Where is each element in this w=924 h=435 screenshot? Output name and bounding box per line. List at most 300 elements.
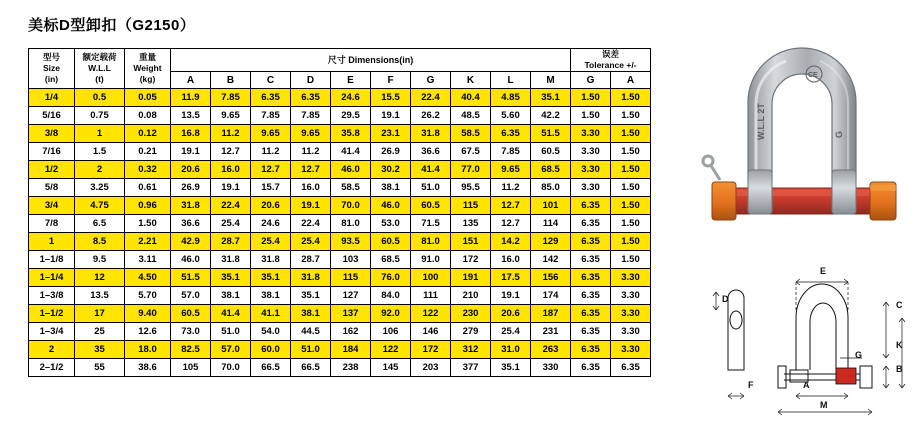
table-cell-r14-c10: 312 [451,341,491,359]
stamp-ce-mark: CE [808,72,818,79]
table-cell-r0-c8: 15.5 [371,89,411,107]
table-cell-r6-c1: 4.75 [75,197,125,215]
table-cell-r4-c11: 9.65 [491,161,531,179]
header-size-line1: 型号 [42,52,60,62]
table-row [29,197,651,215]
spec-table [28,48,651,377]
table-cell-r1-c6: 7.85 [291,107,331,125]
header-dim-a-0: A [171,72,211,89]
header-dim-e-4: E [331,72,371,89]
table-cell-r7-c7: 81.0 [331,215,371,233]
table-cell-r9-c10: 172 [451,251,491,269]
table-cell-r6-c8: 46.0 [371,197,411,215]
table-cell-r3-c5: 11.2 [251,143,291,161]
table-cell-r0-c3: 11.9 [171,89,211,107]
header-wll-line1: 额定载荷 [82,52,117,62]
table-cell-r2-c13: 3.30 [571,125,611,143]
table-cell-r10-c3: 51.5 [171,269,211,287]
header-weight-line2: Weight [133,63,162,73]
table-cell-r6-c2: 0.96 [125,197,171,215]
table-cell-r12-c0: 1–1/2 [29,305,75,323]
table-cell-r11-c14: 3.30 [611,287,651,305]
table-cell-r2-c9: 31.8 [411,125,451,143]
table-cell-r9-c11: 16.0 [491,251,531,269]
spec-table-body [29,89,651,377]
table-cell-r10-c12: 156 [531,269,571,287]
diagram-label-k: K [896,340,903,350]
table-cell-r5-c1: 3.25 [75,179,125,197]
shackle-pin-eye [703,156,720,180]
table-row [29,251,651,269]
table-cell-r5-c6: 16.0 [291,179,331,197]
table-cell-r4-c5: 12.7 [251,161,291,179]
table-cell-r3-c14: 1.50 [611,143,651,161]
table-cell-r8-c5: 25.4 [251,233,291,251]
table-cell-r7-c2: 1.50 [125,215,171,233]
shackle-nut-right [870,182,896,220]
table-cell-r10-c8: 76.0 [371,269,411,287]
table-cell-r2-c6: 9.65 [291,125,331,143]
table-row [29,89,651,107]
table-cell-r7-c1: 6.5 [75,215,125,233]
table-cell-r3-c8: 26.9 [371,143,411,161]
table-cell-r1-c13: 1.50 [571,107,611,125]
table-row [29,269,651,287]
table-cell-r14-c13: 6.35 [571,341,611,359]
table-cell-r8-c10: 151 [451,233,491,251]
table-cell-r15-c8: 145 [371,359,411,377]
table-cell-r1-c7: 29.5 [331,107,371,125]
table-cell-r2-c12: 51.5 [531,125,571,143]
table-cell-r6-c14: 1.50 [611,197,651,215]
table-cell-r2-c0: 3/8 [29,125,75,143]
table-cell-r13-c0: 1–3/4 [29,323,75,341]
diagram-pin-accent [836,368,856,384]
table-cell-r12-c3: 60.5 [171,305,211,323]
spec-table-container [28,48,651,377]
table-cell-r12-c11: 20.6 [491,305,531,323]
table-cell-r12-c7: 137 [331,305,371,323]
table-cell-r9-c3: 46.0 [171,251,211,269]
table-cell-r15-c0: 2–1/2 [29,359,75,377]
table-cell-r4-c2: 0.32 [125,161,171,179]
table-cell-r5-c0: 5/8 [29,179,75,197]
table-cell-r6-c3: 31.8 [171,197,211,215]
table-cell-r13-c4: 51.0 [211,323,251,341]
table-cell-r10-c11: 17.5 [491,269,531,287]
table-cell-r3-c2: 0.21 [125,143,171,161]
table-cell-r2-c11: 6.35 [491,125,531,143]
header-dim-l-8: L [491,72,531,89]
table-cell-r9-c13: 6.35 [571,251,611,269]
table-cell-r6-c10: 115 [451,197,491,215]
table-cell-r7-c11: 12.7 [491,215,531,233]
table-cell-r9-c0: 1–1/8 [29,251,75,269]
table-cell-r4-c1: 2 [75,161,125,179]
table-cell-r11-c9: 111 [411,287,451,305]
table-cell-r0-c9: 22.4 [411,89,451,107]
table-cell-r5-c7: 58.5 [331,179,371,197]
table-cell-r15-c1: 55 [75,359,125,377]
diagram-label-e: E [820,266,827,276]
shackle-technical-drawing [700,262,915,422]
table-cell-r11-c0: 1–3/8 [29,287,75,305]
table-cell-r8-c9: 81.0 [411,233,451,251]
table-cell-r8-c13: 6.35 [571,233,611,251]
header-wll-line3: (t) [95,74,104,84]
table-cell-r0-c4: 7.85 [211,89,251,107]
table-cell-r13-c14: 3.30 [611,323,651,341]
table-cell-r15-c2: 38.6 [125,359,171,377]
page-title: 美标D型卸扣（G2150） [28,17,196,34]
table-cell-r2-c3: 16.8 [171,125,211,143]
table-cell-r4-c14: 1.50 [611,161,651,179]
table-cell-r10-c1: 12 [75,269,125,287]
table-cell-r5-c3: 26.9 [171,179,211,197]
table-cell-r12-c14: 3.30 [611,305,651,323]
table-cell-r1-c0: 5/16 [29,107,75,125]
table-cell-r8-c14: 1.50 [611,233,651,251]
table-cell-r10-c7: 115 [331,269,371,287]
table-cell-r11-c10: 210 [451,287,491,305]
table-cell-r7-c5: 24.6 [251,215,291,233]
shackle-product-photo [690,30,915,255]
table-cell-r3-c0: 7/16 [29,143,75,161]
header-dim-g-10: G [571,72,611,89]
table-cell-r11-c12: 174 [531,287,571,305]
table-cell-r0-c1: 0.5 [75,89,125,107]
table-cell-r8-c1: 8.5 [75,233,125,251]
table-cell-r3-c1: 1.5 [75,143,125,161]
table-cell-r12-c10: 230 [451,305,491,323]
table-cell-r0-c10: 40.4 [451,89,491,107]
table-cell-r5-c8: 38.1 [371,179,411,197]
table-cell-r7-c6: 22.4 [291,215,331,233]
table-cell-r7-c14: 1.50 [611,215,651,233]
table-cell-r8-c8: 60.5 [371,233,411,251]
header-dim-f-5: F [371,72,411,89]
table-cell-r14-c2: 18.0 [125,341,171,359]
table-cell-r2-c8: 23.1 [371,125,411,143]
table-cell-r12-c13: 6.35 [571,305,611,323]
table-cell-r6-c7: 70.0 [331,197,371,215]
table-cell-r7-c12: 114 [531,215,571,233]
table-cell-r3-c3: 19.1 [171,143,211,161]
table-cell-r8-c0: 1 [29,233,75,251]
table-cell-r9-c12: 142 [531,251,571,269]
table-cell-r9-c8: 68.5 [371,251,411,269]
table-cell-r10-c14: 3.30 [611,269,651,287]
table-cell-r7-c3: 36.6 [171,215,211,233]
table-cell-r2-c7: 35.8 [331,125,371,143]
table-cell-r13-c5: 54.0 [251,323,291,341]
table-cell-r12-c12: 187 [531,305,571,323]
table-cell-r14-c3: 82.5 [171,341,211,359]
header-dim-k-7: K [451,72,491,89]
table-row [29,143,651,161]
table-cell-r12-c8: 92.0 [371,305,411,323]
table-cell-r5-c10: 95.5 [451,179,491,197]
table-cell-r14-c14: 3.30 [611,341,651,359]
table-cell-r5-c5: 15.7 [251,179,291,197]
table-cell-r3-c11: 7.85 [491,143,531,161]
table-cell-r13-c13: 6.35 [571,323,611,341]
table-cell-r4-c10: 77.0 [451,161,491,179]
table-cell-r5-c12: 85.0 [531,179,571,197]
header-dim-g-6: G [411,72,451,89]
table-cell-r9-c14: 1.50 [611,251,651,269]
table-cell-r3-c13: 3.30 [571,143,611,161]
table-cell-r9-c7: 103 [331,251,371,269]
table-row [29,305,651,323]
header-dim-a-11: A [611,72,651,89]
table-cell-r0-c0: 1/4 [29,89,75,107]
table-cell-r13-c8: 106 [371,323,411,341]
table-cell-r14-c1: 35 [75,341,125,359]
diagram-label-d: D [722,294,729,304]
table-cell-r7-c10: 135 [451,215,491,233]
table-cell-r7-c4: 25.4 [211,215,251,233]
table-cell-r12-c4: 41.4 [211,305,251,323]
diagram-label-c: C [896,300,903,310]
table-cell-r1-c5: 7.85 [251,107,291,125]
table-row [29,341,651,359]
table-cell-r6-c9: 60.5 [411,197,451,215]
table-cell-r7-c0: 7/8 [29,215,75,233]
header-dim-m-9: M [531,72,571,89]
table-cell-r7-c13: 6.35 [571,215,611,233]
table-cell-r3-c4: 12.7 [211,143,251,161]
table-cell-r10-c6: 31.8 [291,269,331,287]
table-cell-r11-c3: 57.0 [171,287,211,305]
table-cell-r11-c1: 13.5 [75,287,125,305]
table-cell-r13-c2: 12.6 [125,323,171,341]
table-cell-r12-c9: 122 [411,305,451,323]
table-cell-r15-c3: 105 [171,359,211,377]
table-cell-r11-c7: 127 [331,287,371,305]
table-cell-r13-c6: 44.5 [291,323,331,341]
table-cell-r14-c7: 184 [331,341,371,359]
table-cell-r0-c6: 6.35 [291,89,331,107]
table-cell-r10-c13: 6.35 [571,269,611,287]
table-cell-r7-c8: 53.0 [371,215,411,233]
table-cell-r13-c7: 162 [331,323,371,341]
table-cell-r3-c12: 60.5 [531,143,571,161]
diagram-label-a: A [803,380,810,390]
table-cell-r1-c11: 5.60 [491,107,531,125]
header-tolerance-line2: Tolerance +/- [584,60,637,70]
table-cell-r8-c4: 28.7 [211,233,251,251]
table-cell-r10-c0: 1–1/4 [29,269,75,287]
table-row [29,161,651,179]
table-cell-r10-c10: 191 [451,269,491,287]
diagram-dimension-lines [713,279,905,415]
table-cell-r11-c5: 38.1 [251,287,291,305]
table-cell-r3-c9: 36.6 [411,143,451,161]
table-cell-r13-c1: 25 [75,323,125,341]
table-row [29,323,651,341]
table-cell-r6-c5: 20.6 [251,197,291,215]
table-row [29,125,651,143]
header-dim-b-1: B [211,72,251,89]
table-cell-r13-c12: 231 [531,323,571,341]
table-row [29,233,651,251]
table-cell-r4-c0: 1/2 [29,161,75,179]
table-cell-r1-c10: 48.5 [451,107,491,125]
diagram-dimension-labels [722,266,903,410]
table-cell-r4-c4: 16.0 [211,161,251,179]
header-size-line3: (in) [44,74,59,84]
table-cell-r14-c11: 31.0 [491,341,531,359]
header-weight [125,49,171,89]
table-cell-r12-c6: 38.1 [291,305,331,323]
table-cell-r4-c7: 46.0 [331,161,371,179]
header-wll [75,49,125,89]
table-cell-r0-c11: 4.85 [491,89,531,107]
table-cell-r6-c6: 19.1 [291,197,331,215]
table-cell-r5-c11: 11.2 [491,179,531,197]
table-row [29,107,651,125]
table-cell-r15-c10: 377 [451,359,491,377]
table-row [29,215,651,233]
table-cell-r12-c1: 17 [75,305,125,323]
table-cell-r6-c13: 6.35 [571,197,611,215]
table-cell-r4-c8: 30.2 [371,161,411,179]
table-cell-r14-c4: 57.0 [211,341,251,359]
table-cell-r15-c13: 6.35 [571,359,611,377]
table-cell-r11-c13: 6.35 [571,287,611,305]
table-cell-r4-c6: 12.7 [291,161,331,179]
table-cell-r13-c3: 73.0 [171,323,211,341]
table-cell-r0-c7: 24.6 [331,89,371,107]
table-cell-r8-c7: 93.5 [331,233,371,251]
table-cell-r0-c2: 0.05 [125,89,171,107]
table-cell-r11-c6: 35.1 [291,287,331,305]
table-row [29,359,651,377]
table-cell-r13-c11: 25.4 [491,323,531,341]
table-cell-r1-c9: 26.2 [411,107,451,125]
table-cell-r14-c9: 172 [411,341,451,359]
table-cell-r15-c12: 330 [531,359,571,377]
table-cell-r6-c0: 3/4 [29,197,75,215]
diagram-label-f: F [748,380,754,390]
table-cell-r4-c9: 41.4 [411,161,451,179]
header-wll-line2: W.L.L [88,63,111,73]
table-cell-r1-c2: 0.08 [125,107,171,125]
header-dim-d-3: D [291,72,331,89]
diagram-label-g: G [855,350,863,360]
table-cell-r0-c12: 35.1 [531,89,571,107]
table-cell-r3-c6: 11.2 [291,143,331,161]
table-cell-r15-c14: 6.35 [611,359,651,377]
header-size-line2: Size [42,63,60,73]
table-cell-r2-c1: 1 [75,125,125,143]
diagram-label-m: M [820,400,828,410]
table-cell-r1-c1: 0.75 [75,107,125,125]
table-cell-r9-c9: 91.0 [411,251,451,269]
table-cell-r8-c11: 14.2 [491,233,531,251]
table-cell-r8-c3: 42.9 [171,233,211,251]
table-cell-r2-c10: 58.5 [451,125,491,143]
table-cell-r4-c13: 3.30 [571,161,611,179]
table-cell-r5-c9: 51.0 [411,179,451,197]
table-cell-r3-c10: 67.5 [451,143,491,161]
table-cell-r14-c8: 122 [371,341,411,359]
table-cell-r9-c6: 28.7 [291,251,331,269]
table-cell-r7-c9: 71.5 [411,215,451,233]
stamp-text-right: G [834,130,844,138]
table-cell-r1-c3: 13.5 [171,107,211,125]
table-cell-r14-c5: 60.0 [251,341,291,359]
table-cell-r13-c10: 279 [451,323,491,341]
table-cell-r5-c4: 19.1 [211,179,251,197]
table-cell-r2-c14: 1.50 [611,125,651,143]
table-cell-r2-c4: 11.2 [211,125,251,143]
table-cell-r13-c9: 146 [411,323,451,341]
header-dim-c-2: C [251,72,291,89]
table-cell-r1-c8: 19.1 [371,107,411,125]
table-cell-r12-c2: 9.40 [125,305,171,323]
table-cell-r15-c4: 70.0 [211,359,251,377]
table-cell-r0-c5: 6.35 [251,89,291,107]
table-cell-r15-c6: 66.5 [291,359,331,377]
header-weight-line1: 重量 [138,52,156,62]
table-cell-r5-c2: 0.61 [125,179,171,197]
diagram-label-b: B [896,364,903,374]
table-cell-r14-c12: 263 [531,341,571,359]
header-weight-line3: (kg) [139,74,156,84]
table-cell-r11-c2: 5.70 [125,287,171,305]
table-cell-r6-c12: 101 [531,197,571,215]
table-cell-r2-c2: 0.12 [125,125,171,143]
table-cell-r5-c13: 3.30 [571,179,611,197]
table-cell-r10-c4: 35.1 [211,269,251,287]
table-cell-r4-c3: 20.6 [171,161,211,179]
header-tolerance-line1: 误差 [601,49,619,59]
table-cell-r11-c4: 38.1 [211,287,251,305]
table-cell-r4-c12: 68.5 [531,161,571,179]
table-cell-r14-c0: 2 [29,341,75,359]
table-cell-r1-c12: 42.2 [531,107,571,125]
table-cell-r10-c5: 35.1 [251,269,291,287]
shackle-nut-left [712,182,736,220]
table-cell-r11-c11: 19.1 [491,287,531,305]
table-cell-r6-c11: 12.7 [491,197,531,215]
table-cell-r0-c14: 1.50 [611,89,651,107]
header-dimensions-group: 尺寸 Dimensions(in) [171,49,571,72]
stamp-text-left: W.L.L 2T [756,103,766,140]
table-cell-r1-c4: 9.65 [211,107,251,125]
header-tolerance-group [571,49,651,72]
spec-table-head [29,49,651,89]
table-cell-r9-c5: 31.8 [251,251,291,269]
table-cell-r8-c12: 129 [531,233,571,251]
header-size [29,49,75,89]
table-cell-r6-c4: 22.4 [211,197,251,215]
table-cell-r8-c2: 2.21 [125,233,171,251]
table-cell-r8-c6: 25.4 [291,233,331,251]
table-cell-r15-c7: 238 [331,359,371,377]
table-cell-r0-c13: 1.50 [571,89,611,107]
table-cell-r3-c7: 41.4 [331,143,371,161]
table-cell-r9-c2: 3.11 [125,251,171,269]
table-cell-r2-c5: 9.65 [251,125,291,143]
table-cell-r5-c14: 1.50 [611,179,651,197]
table-row [29,287,651,305]
table-row [29,179,651,197]
table-cell-r15-c11: 35.1 [491,359,531,377]
table-cell-r10-c2: 4.50 [125,269,171,287]
